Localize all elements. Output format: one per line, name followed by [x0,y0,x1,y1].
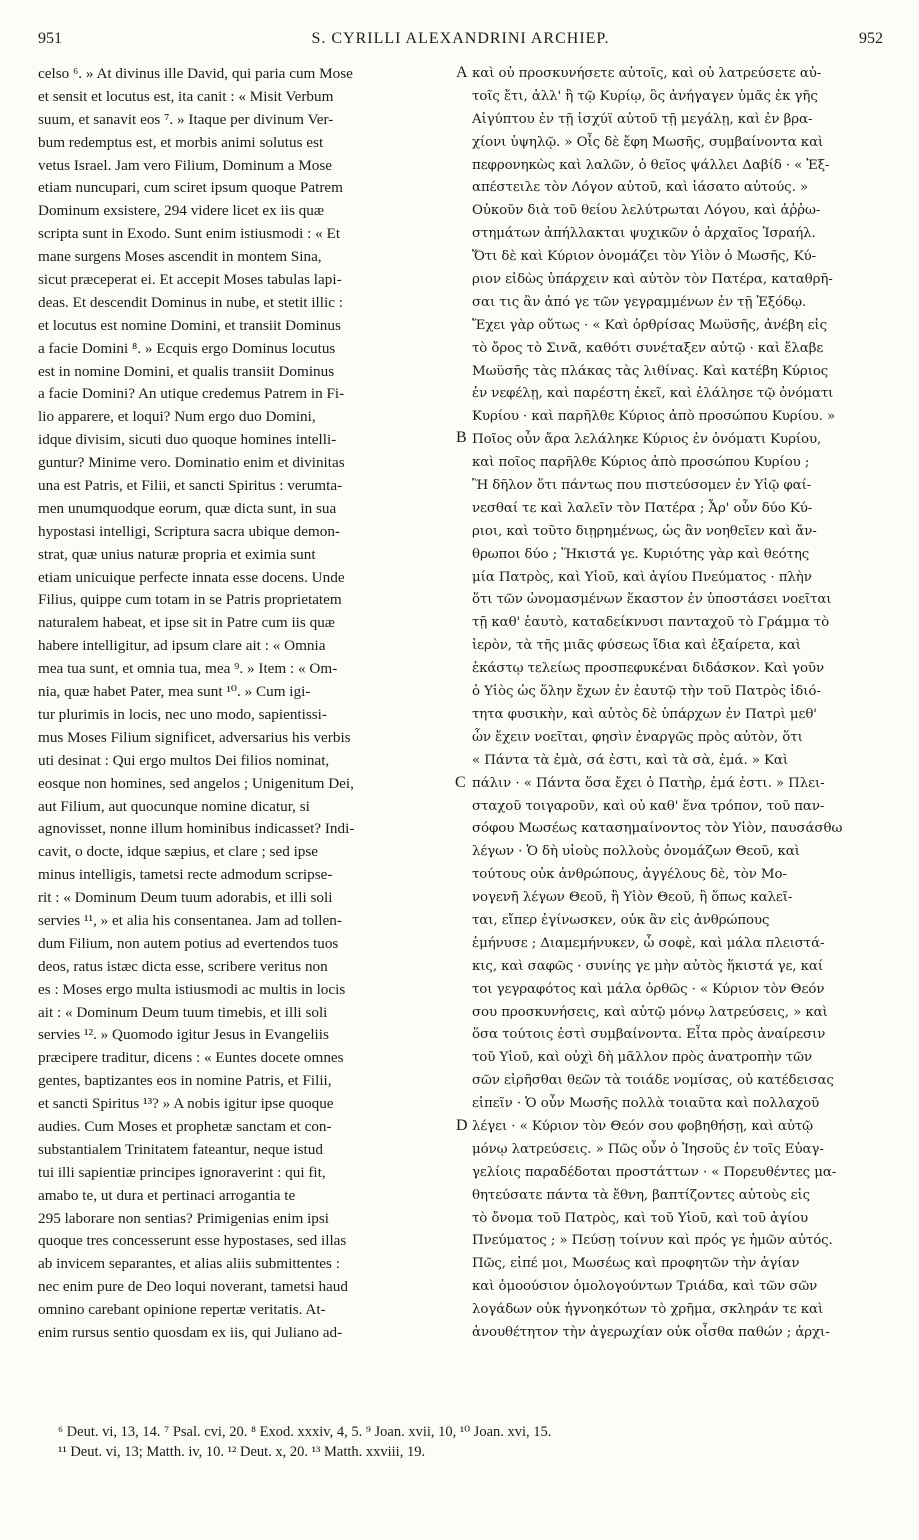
text-line: a facie Domini ⁸. » Ecquis ergo Dominus locutus [38,339,336,357]
text-line: ab invicem separantes, et alias aliis submittentes : [38,1255,340,1273]
text-line: bum redemptus est, et morbis animi solutus est [38,133,324,151]
text-line: στημάτων ἀπήλλακται ψυχικῶν ὁ ἀρχαῖος Ἰσραήλ. [472,226,816,242]
text-line: cavit, o docte, idque sæpius, et clare ; sed ipse [38,843,319,861]
text-line: θρωποι δύο ; Ἥκιστά γε. Κυριότης γὰρ καὶ θεότης [472,546,810,562]
footnote-line: ¹¹ Deut. vi, 13; Matth. iv, 10. ¹² Deut. x, 20. ¹³ Matth. xxviii, 19. [58,1444,426,1460]
greek-column [472,63,883,1345]
text-line: καὶ ὁμοούσιον ὁμολογούντων Τριάδα, καὶ τῶν σῶν [472,1279,818,1295]
text-line: νεσθαί τε καὶ λαλεῖν τὸν Πατέρα ; Ἆρ' οὖν δύο Κύ- [472,500,813,516]
margin-letter-a: A [456,64,468,81]
footnotes [58,1422,888,1462]
page-header [38,30,883,56]
text-line: ait : « Dominum Deum tuum timebis, et illi soli [38,1003,328,1021]
text-line: τὸ ὄνομα τοῦ Πατρὸς, καὶ τοῦ Υἱοῦ, καὶ τοῦ ἁγίου [472,1210,809,1226]
text-line: τοῖς ἔτι, ἀλλ' ἢ τῷ Κυρίῳ, ὃς ἀνήγαγεν ὑμᾶς ἐκ γῆς [472,88,818,104]
page-number-right: 952 [859,30,883,47]
text-line: καὶ ποῖος παρῆλθε Κύριος ἀπὸ προσώπου Κυρίου ; [472,455,810,471]
text-line: Μωϋσῆς τὰς πλάκας τὰς λιθίνας. Καὶ κατέβη Κύριος [472,363,829,379]
text-line: Ἢ δῆλον ὅτι πάντως που πιστεύσομεν ἐν Υἱῷ φαί- [472,478,812,494]
text-line: ριον εἰδὼς ὑπάρχειν καὶ αὐτὸν τὸν Πατέρα, καταθρῆ- [472,272,833,288]
text-line: σου προσκυνήσεις, καὶ αὐτῷ μόνῳ λατρεύσεις, » καὶ [472,1004,828,1020]
text-line: idque divisim, sicuti duo quoque homines intelli- [38,431,337,449]
text-line: τὸ ὄρος τὸ Σινᾶ, καθότι συνέταξεν αὐτῷ · καὶ ἔλαβε [472,340,824,356]
text-line: γελίοις παραδέδοται προστάττων · « Πορευθέντες μα- [472,1164,837,1180]
text-line: απέστειλε τὸν Λόγον αὐτοῦ, καὶ ἰάσατο αὐτούς. » [472,180,808,196]
text-line: audies. Cum Moses et prophetæ sanctam et con- [38,1117,332,1135]
text-line: ἑκάστῳ τελείως προσπεφυκέναι διδάσκον. Καὶ γοῦν [472,661,824,677]
text-line: servies ¹¹, » et alia his consentanea. Jam ad tollen- [38,911,342,929]
text-line: ἐν νεφέλῃ, καὶ παρέστη ἐκεῖ, καὶ ἐλάλησε τῷ ὀνόματι [472,386,834,402]
text-line: Ὅτι δὲ καὶ Κύριον ὀνομάζει τὸν Υἱὸν ὁ Μωσῆς, Κύ- [472,249,817,265]
text-line: scripta sunt in Exodo. Sunt enim istiusmodi : « Et [38,225,341,243]
text-line: εἰπεῖν · Ὁ οὖν Μωσῆς πολλὰ τοιαῦτα καὶ πολλαχοῦ [472,1096,820,1112]
text-line: ὅτι τῶν ὠνομασμένων ἕκαστον ἐν ὑποστάσει νοεῖται [472,592,832,608]
text-line: omnino carebant opinione repertæ veritatis. At- [38,1301,326,1319]
margin-letter-c: C [455,774,466,791]
latin-column [38,63,464,1345]
text-line: ἱερὸν, τὰ τῆς μιᾶς φύσεως ἴδια καὶ ἐξαίρετα, καὶ [472,638,801,654]
text-line: et sancti Spiritus ¹³? » A nobis igitur ipse quoque [38,1095,334,1113]
text-line: σόφου Μωσέως κατασημαίνοντος τὸν Υἱὸν, παυσάσθω [472,821,843,837]
text-line: dum Filium, non autem potius ad evertendos tuos [38,934,339,952]
text-line: a facie Domini? An utique credemus Patrem in Fi- [38,385,345,403]
text-line: Κυρίου · καὶ παρῆλθε Κύριος ἀπὸ προσώπου Κυρίου. » [472,409,836,425]
text-line: ται, εἴπερ ἐγίνωσκεν, οὐκ ἂν εἰς ἀνθρώπους [472,912,770,928]
text-line: nia, quæ habet Pater, mea sunt ¹⁰. » Cum igi- [38,683,311,701]
text-line: gentes, baptizantes eos in nomine Patris, et Filii, [38,1072,332,1090]
text-line: minus intelligis, tametsi recte admodum scripse- [38,866,333,884]
margin-letter-b: B [456,429,467,446]
text-line: deas. Et descendit Dominus in nube, et stetit illic : [38,293,343,311]
text-line: substantialem Trinitatem fateantur, neque istud [38,1140,323,1158]
text-line: sicut præceperat ei. Et accepit Moses tabulas lapi- [38,271,342,289]
text-line: πάλιν · « Πάντα ὅσα ἔχει ὁ Πατὴρ, ἐμά ἐστι. » Πλει- [472,775,825,791]
text-line: Ποῖος οὖν ἄρα λελάληκε Κύριος ἐν ὀνόματι Κυρίου, [472,432,822,448]
text-line: suum, et sanavit eos ⁷. » Itaque per divinum Ver- [38,110,334,128]
text-line: σῶν εἰρῆσθαι θεῶν τὰ τοιάδε νομίσας, οὐ κατέδεισας [472,1073,834,1089]
text-line: mane surgens Moses ascendit in montem Sina, [38,248,322,266]
text-line: θητεύσατε πάντα τὰ ἔθνη, βαπτίζοντες αὐτοὺς εἰς [472,1187,811,1203]
text-line: agnovisset, nonne illum hominibus indicasset? Indi- [38,820,355,838]
footnote-line: ⁶ Deut. vi, 13, 14. ⁷ Psal. cvi, 20. ⁸ Exod. xxxiv, 4, 5. ⁹ Joan. xvii, 10, ¹⁰ Joan. xvi, 15. [58,1424,552,1440]
text-line: Ἔχει γὰρ οὕτως · « Καὶ ὀρθρίσας Μωϋσῆς, ἀνέβη εἰς [472,317,827,333]
text-line: deos, ratus istæc dicta esse, scribere veritus non [38,957,328,975]
text-line: λέγων · Ὁ δὴ υἱοὺς πολλοὺς ὀνομάζων Θεοῦ, καὶ [472,844,800,860]
text-line: naturalem habeat, et ipse sit in Patre cum iis quæ [38,614,335,632]
text-line: eosque non homines, sed angelos ; Unigenitum Dei, [38,774,354,792]
text-line: nec enim pure de Deo loqui noverant, tametsi haud [38,1278,348,1296]
text-line: σαι τις ἂν ἀπό γε τῶν γεγραμμένων ἐν τῇ Ἐξόδῳ. [472,294,807,310]
text-line: men unumquodque eorum, quæ dicta sunt, in sua [38,499,337,517]
text-line: lio apparere, et loqui? Num ergo duo Domini, [38,408,316,426]
text-line: et sensit et locutus est, ita canit : « Misit Verbum [38,87,334,105]
text-line: χίονι ὑψηλῷ. » Οἷς δὲ ἔφη Μωσῆς, συμβαίνοντα καὶ [472,134,824,150]
running-title: S. CYRILLI ALEXANDRINI ARCHIEP. [311,30,610,47]
text-line: ἐμήνυσε ; Διαμεμήνυκεν, ὦ σοφὲ, καὶ μάλα πλειστά- [472,935,825,951]
text-line: celso ⁶. » At divinus ille David, qui paria cum Mose [38,65,353,82]
text-line: est in nomine Domini, et qualis transiit Dominus [38,362,335,380]
text-line: Οὐκοῦν διὰ τοῦ θείου λελύτρωται Λόγου, καὶ ἀῤῥω- [472,203,821,219]
text-line: ὧν ἔχειν νοεῖται, φησὶν ἐναργῶς πρὸς αὐτὸν, ὅτι [472,729,803,745]
text-line: mus Moses Filium significet, adversarius his verbis [38,728,351,746]
text-line: Dominum exsistere, 294 videre licet ex iis quæ [38,202,324,220]
text-line: Πνεύματος ; » Πεύσῃ τοίνυν καὶ πρός γε ἡμῶν αὐτός. [472,1233,833,1249]
text-line: una est Patris, et Filii, et sancti Spiritus : verumta- [38,477,343,495]
text-line: præcipere traditur, dicens : « Euntes docete omnes [38,1049,344,1067]
text-line: tui illi sapientiæ principes ignoraverint : qui fit, [38,1163,326,1181]
text-line: enim rursus sentio quosdam ex iis, qui Juliano ad- [38,1323,343,1341]
text-line: es : Moses ergo multa istiusmodi ac multis in locis [38,980,346,998]
text-line: Αἰγύπτου ἐν τῇ ἰσχύϊ αὐτοῦ τῇ μεγάλῃ, καὶ ἐν βρα- [472,111,813,127]
text-line: μόνῳ λατρεύσεις. » Πῶς οὖν ὁ Ἰησοῦς ἐν τοῖς Εὐαγ- [472,1141,824,1157]
text-line: strat, quæ unius naturæ propria et eximia sunt [38,545,316,563]
text-line: ὅσα τούτοις ἐστὶ συμβαίνοντα. Εἶτα πρὸς ἀναίρεσιν [472,1027,826,1043]
text-line: τούτους οὐκ ἀνθρώπους, ἀγγέλους δὲ, τὸν Μο- [472,867,787,883]
text-line: tur plurimis in locis, nec uno modo, sapientissi- [38,705,327,723]
text-line: νογενῆ λέγων Θεοῦ, ἢ Υἱὸν Θεοῦ, ἢ ὅπως καλεῖ- [472,890,793,906]
text-line: guntur? Minime vero. Dominatio enim et divinitas [38,454,345,472]
text-line: ἀνουθέτητον τὴν ἀγερωχίαν οὐκ οἶσθα παθών ; ἀρχι- [472,1324,830,1340]
text-line: hypostasi intelligi, Scriptura sacra ubique demon- [38,522,340,540]
text-line: quoque tres concesserunt esse hypostases, sed illas [38,1232,347,1250]
text-line: rit : « Dominum Deum tuum adorabis, et illi soli [38,889,333,907]
text-line: τοῦ Υἱοῦ, καὶ οὐχὶ δὴ μᾶλλον πρὸς ἀνατροπὴν τῶν [472,1050,812,1066]
text-line: uti desinat : Qui ergo multos Dei filios nominat, [38,751,330,769]
text-line: etiam nuncupari, cum sciret ipsum quoque Patrem [38,179,343,197]
text-line: amabo te, ut dura et pertinaci arrogantia te [38,1186,296,1204]
text-line: etiam unicuique perfecte innata esse docens. Unde [38,568,345,586]
text-line: τοι γεγραφότος καὶ μάλα ὀρθῶς · « Κύριον τὸν Θεόν [472,981,825,997]
text-line: κις, καὶ σαφῶς · συνίης γε μὴν αὐτὸς ἥκιστά γε, καί [472,958,823,974]
margin-letter-d: D [456,1117,468,1134]
text-line: ριοι, καὶ τοῦτο διῃρημένως, ὡς ἂν νοηθεῖεν καὶ ἄν- [472,523,817,539]
text-line: λέγει · « Κύριον τὸν Θεόν σου φοβηθήσῃ, καὶ αὐτῷ [472,1118,813,1134]
page-number-left: 951 [38,30,62,47]
text-line: τητα φυσικὴν, καὶ αὐτὸς δὲ ὑπάρχων ἐν Πατρὶ μεθ' [472,706,817,722]
text-line: πεφρονηκὼς καὶ λαλῶν, ὁ θεῖος ψάλλει Δαβίδ · « Ἐξ- [472,157,830,173]
text-line: mea tua sunt, et omnia tua, mea ⁹. » Item : « Om- [38,660,338,678]
text-line: σταχοῦ τοιγαροῦν, καὶ οὐ καθ' ἕνα τρόπον, τοῦ παν- [472,798,825,814]
text-line: et locutus est nomine Domini, et transiit Dominus [38,316,341,334]
text-line: 295 laborare non sentias? Primigenias enim ipsi [38,1209,330,1227]
text-line: καὶ οὐ προσκυνήσετε αὐτοῖς, καὶ οὐ λατρεύσετε αὐ- [472,66,822,81]
text-line: Filius, quippe cum totam in se Patris proprietatem [38,591,342,609]
text-line: μία Πατρὸς, καὶ Υἱοῦ, καὶ ἁγίου Πνεύματος · πλὴν [472,569,812,585]
text-line: Πῶς, εἰπέ μοι, Μωσέως καὶ προφητῶν τὴν ἁγίαν [472,1256,800,1272]
text-line: aut Filium, aut quocunque nomine dicatur, si [38,797,310,815]
text-line: ὁ Υἱὸς ὡς ὅλην ἔχων ἐν ἑαυτῷ τὴν τοῦ Πατρὸς ἰδιό- [472,684,821,700]
text-line: vetus Israel. Jam vero Filium, Dominum a Mose [38,156,333,174]
text-line: « Πάντα τὰ ἐμὰ, σά ἐστι, καὶ τὰ σὰ, ἐμά. » Καὶ [472,752,789,768]
text-line: τῇ καθ' ἑαυτὸ, καταδείκνυσι πανταχοῦ τὸ Γράμμα τὸ [472,615,830,631]
text-line: habere intelligitur, ad ipsum clare ait : « Omnia [38,637,326,655]
text-line: λογάδων οὐκ ἠγνοηκότων τὸ χρῆμα, σκληράν τε καὶ [472,1302,824,1318]
text-line: servies ¹². » Quomodo igitur Jesus in Evangeliis [38,1026,329,1044]
